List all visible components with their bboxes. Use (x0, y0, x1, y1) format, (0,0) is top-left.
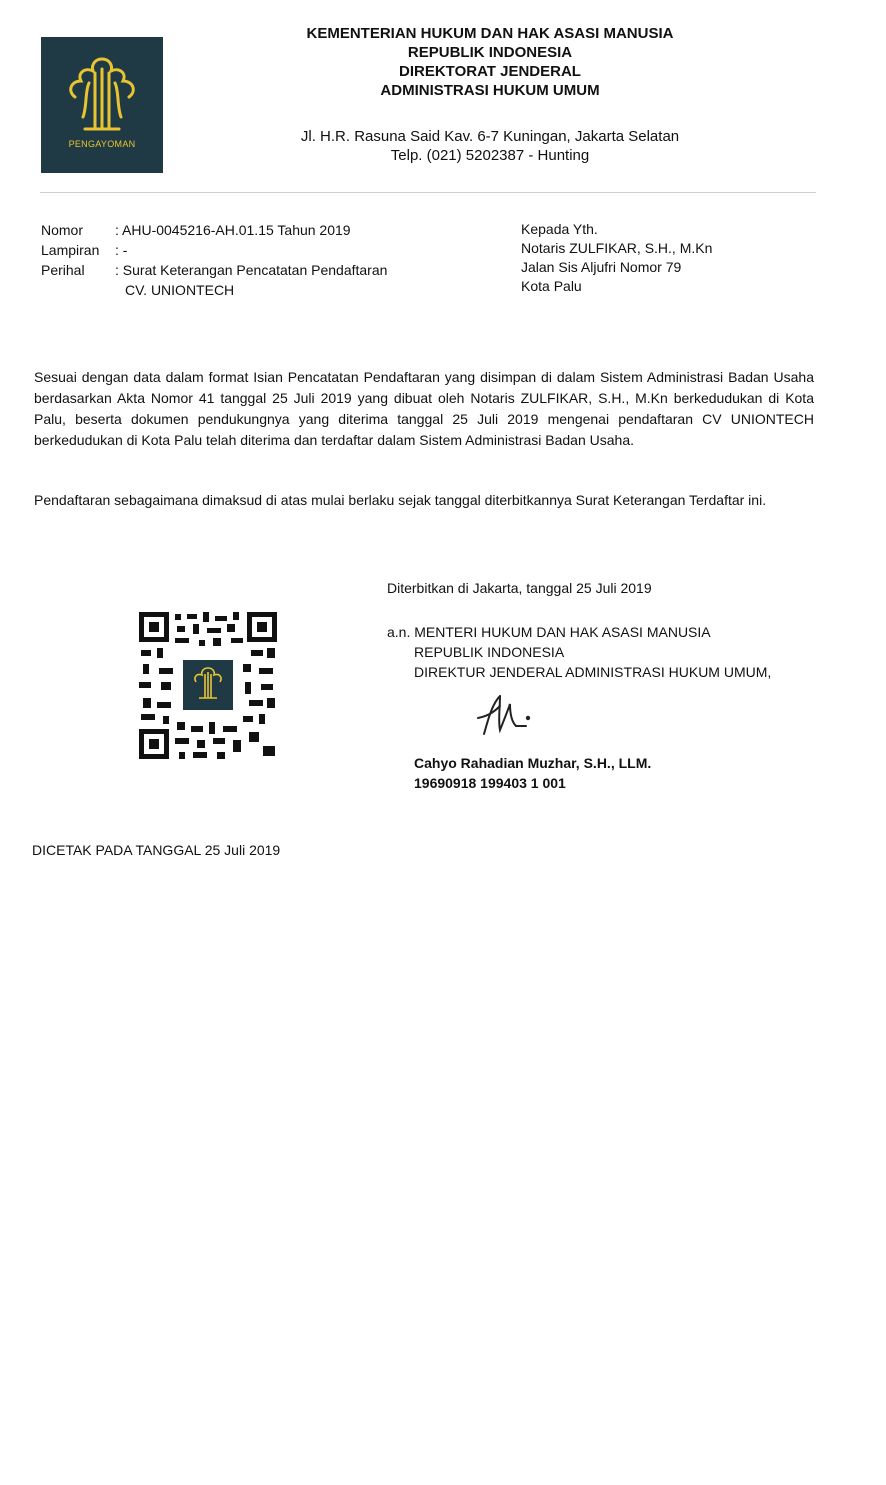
pengayoman-small-icon (183, 660, 233, 710)
issued-date: Diterbitkan di Jakarta, tanggal 25 Juli 2019 (387, 580, 652, 596)
recipient-salutation: Kepada Yth. (521, 221, 598, 237)
signatory-office (387, 622, 771, 682)
signature-icon (470, 690, 540, 740)
lampiran-value: : - (115, 242, 128, 258)
an-minister-line: a.n. MENTERI HUKUM DAN HAK ASASI MANUSIA (387, 624, 711, 640)
perihal-value-line2: CV. UNIONTECH (125, 282, 235, 298)
perihal-value-line1: : Surat Keterangan Pencatatan Pendaftaran (115, 262, 388, 278)
signer-block (414, 753, 651, 793)
letterhead-title (270, 24, 710, 100)
letter-metadata (41, 220, 445, 300)
lampiran-label: Lampiran (41, 242, 100, 258)
signer-nip: 19690918 199403 1 001 (414, 775, 566, 791)
signer-name: Cahyo Rahadian Muzhar, S.H., LLM. (414, 755, 652, 771)
header-divider (40, 192, 816, 193)
qr-code (139, 612, 277, 759)
recipient-city: Kota Palu (521, 278, 582, 294)
an-republic-line: REPUBLIK INDONESIA (414, 644, 565, 660)
recipient-block (521, 220, 712, 296)
printed-date: DICETAK PADA TANGGAL 25 Juli 2019 (32, 842, 281, 858)
address-line: Jl. H.R. Rasuna Said Kav. 6-7 Kuningan, Jakarta Selatan (300, 128, 680, 145)
perihal-value (115, 260, 445, 300)
pengayoman-tree-icon (55, 51, 149, 141)
qr-center-logo (183, 660, 233, 710)
ministry-logo (41, 37, 163, 173)
lampiran-row (41, 240, 445, 260)
perihal-row (41, 260, 445, 300)
nomor-row (41, 220, 445, 240)
letterhead-line-administration: ADMINISTRASI HUKUM UMUM (380, 82, 600, 99)
letterhead-address (270, 127, 710, 165)
letterhead-line-ministry: KEMENTERIAN HUKUM DAN HAK ASASI MANUSIA (306, 25, 674, 42)
nomor-value: : AHU-0045216-AH.01.15 Tahun 2019 (115, 222, 351, 238)
an-director-line: DIREKTUR JENDERAL ADMINISTRASI HUKUM UMUM, (414, 664, 772, 680)
body-paragraph-1: Sesuai dengan data dalam format Isian Pencatatan Pendaftaran yang disimpan di dalam Sistem Administrasi Badan Usaha berdasarkan Akta Nomor 41 tanggal 25 Juli 2019 yang dibuat oleh Notaris ZULFIKAR, S.H., M.Kn berkedudukan di Kota Palu, beserta dokumen pendukungnya yang diterima tanggal 25 Juli 2019 mengenai pendaftaran CV UNIONTECH berkedudukan di Kota Palu telah diterima dan terdaftar dalam Sistem Administrasi Badan Usaha. (34, 369, 814, 448)
recipient-street: Jalan Sis Aljufri Nomor 79 (521, 259, 682, 275)
nomor-label: Nomor (41, 222, 84, 238)
letterhead-line-republic: REPUBLIK INDONESIA (407, 44, 573, 61)
handwritten-signature (470, 690, 540, 745)
logo-caption: PENGAYOMAN (68, 139, 136, 149)
perihal-label: Perihal (41, 262, 85, 278)
phone-line: Telp. (021) 5202387 - Hunting (390, 147, 590, 164)
recipient-name: Notaris ZULFIKAR, S.H., M.Kn (521, 240, 713, 256)
body-paragraph-2: Pendaftaran sebagaimana dimaksud di atas mulai berlaku sejak tanggal diterbitkannya Surat Keterangan Terdaftar ini. (34, 492, 767, 508)
letterhead-line-directorate: DIREKTORAT JENDERAL (399, 63, 581, 80)
